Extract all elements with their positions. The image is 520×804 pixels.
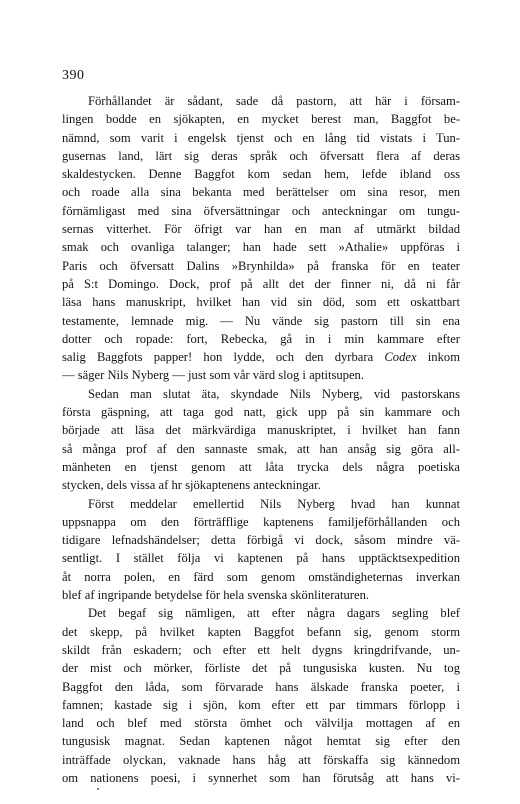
text-line: salig Baggfots papper! hon lydde, och den dyrbara Codex inkom xyxy=(62,350,460,365)
text-line: sentligt. I stället följa vi kaptenen på hans upptäcktsexpedition xyxy=(62,551,460,566)
text-line: lingen bodde en sjökapten, en mycket berest man, Baggfot be- xyxy=(62,112,460,127)
text-line: läsa hans manuskript, hvilket han vid sin död, som ett oskattbart xyxy=(62,295,460,310)
text-line: åt norra polen, en färd som genom omständigheternas inverkan xyxy=(62,569,460,584)
text-line: det skepp, på hvilket kapten Baggfot befann sig, genom storm xyxy=(62,624,460,639)
text-line: blef af ingripande betydelse för hela svenska skönliteraturen. xyxy=(62,588,370,603)
text-line: första gäspning, att taga god natt, gick upp på sin kammare och xyxy=(62,405,460,420)
text-line: började att läsa det märkvärdiga manuskriptet, i hvilket han fann xyxy=(62,423,460,438)
text-line: dotter och ropade: fort, Rebecka, gå in i min kammare efter xyxy=(62,331,460,346)
text-line: Baggfot den låda, som förvarade hans älskade franska poeter, i xyxy=(62,679,460,694)
text-line: mänheten en tjenst genom att låta trycka dels några poetiska xyxy=(62,459,460,474)
text-line: tidigare lefnadshändelser; detta förbigå vi dock, såsom mindre vä- xyxy=(62,533,460,548)
text-line: skildt från eskadern; och efter ett helt dygns kringdrifvande, un- xyxy=(62,642,460,657)
text-line: tungusisk magnat. Sedan kaptenen något hemtat sig efter den xyxy=(62,734,460,749)
paper-speck xyxy=(97,788,99,790)
text-line: Först meddelar emellertid Nils Nyberg hvad han kunnat xyxy=(88,496,460,511)
text-line: sernas vitterhet. För öfrigt var han en man af utmärkt bildad xyxy=(62,222,460,237)
text-line: förnämligast med sina öfversättningar och anteckningar om tungu- xyxy=(62,203,460,218)
page-number: 390 xyxy=(62,68,85,83)
body-text xyxy=(62,92,460,787)
text-line: Förhållandet är sådant, sade då pastorn, att här i försam- xyxy=(88,94,460,108)
text-line: — säger Nils Nyberg — just som vår värd slog i aptitsupen. xyxy=(62,368,364,383)
text-line: stycken, dels vissa af hr sjökaptenens anteckningar. xyxy=(62,478,321,493)
text-line: land och blef med största ömhet och välvilja mottagen af en xyxy=(62,716,460,731)
text-line: så många prof af den sannaste smak, att han ansåg sig göra all- xyxy=(62,441,460,456)
text-line: och roade alla sina bekanta med berättelser om sina resor, men xyxy=(62,185,460,200)
text-line: testamente, lemnade mig. — Nu vände sig pastorn till sin ena xyxy=(62,313,460,328)
italic-word: Codex xyxy=(384,350,417,365)
text-line: på S:t Domingo. Dock, prof på allt det der finner ni, då ni får xyxy=(62,276,460,291)
text-line: inträffade olyckan, vaknade hans håg att förskaffa sig kännedom xyxy=(62,752,460,767)
text-line: smak och ovanliga talanger; han hade sett »Athalie» uppföras i xyxy=(62,240,460,255)
text-line: om nationens poesi, i synnerhet som han förutsåg att hans vi- xyxy=(62,770,460,785)
text-line: Sedan man slutat äta, skyndade Nils Nyberg, vid pastorskans xyxy=(88,386,460,401)
text-line: gusernas land, lärt sig deras språk och öfversatt flera af deras xyxy=(62,148,460,163)
text-line: nämnd, som varit i engelsk tjenst och en lång tid vistats i Tun- xyxy=(62,130,460,145)
text-line: skaldestycken. Denne Baggfot kom sedan hem, lefde ibland oss xyxy=(62,167,460,182)
text-line: der mist och mörker, förliste det på tungusiska kusten. Nu tog xyxy=(62,661,460,676)
text-line: Paris och öfversatt Dalins »Brynhilda» på franska för en teater xyxy=(62,258,460,273)
text-line: famnen; kastade sig i sjön, kom efter ett par timmars förlopp i xyxy=(62,697,460,712)
text-line: Det begaf sig nämligen, att efter några dagars segling blef xyxy=(88,606,460,621)
text-line: uppsnappa om den förträfflige kaptenens familjeförhållanden och xyxy=(62,514,460,529)
